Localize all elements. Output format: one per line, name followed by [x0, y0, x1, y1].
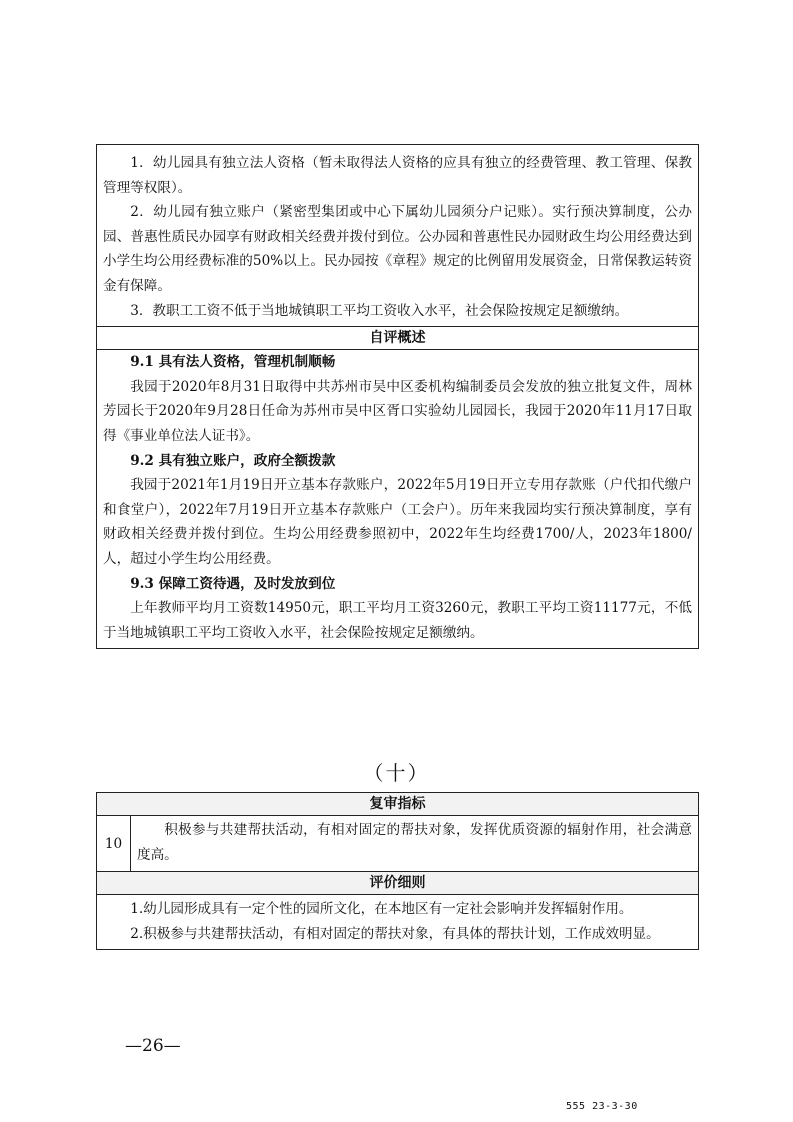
criterion-1: 1．幼儿园具有独立法人资格（暂未取得法人资格的应具有独立的经费管理、教工管理、保教管理等权限）。 [103, 155, 692, 196]
detail-cell [97, 894, 698, 949]
self-eval-cell [97, 349, 698, 648]
detail-1: 1.幼儿园形成具有一定个性的园所文化，在本地区有一定社会影响并发挥辐射作用。 [130, 901, 633, 918]
review-item-text: 积极参与共建帮扶活动，有相对固定的帮扶对象，发挥优质资源的辐射作用，社会满意度高。 [137, 822, 692, 863]
section-9-1-title: 9.1 具有法人资格，管理机制顺畅 [130, 354, 336, 371]
review-table [96, 792, 699, 950]
criteria-table [96, 144, 699, 649]
review-item-row [97, 815, 698, 871]
section-9-2-body: 我园于2021年1月19日开立基本存款账户，2022年5月19日开立专用存款账（户代扣代缴户和食堂户），2022年7月19日开立基本存款账户（工会户）。历年来我园均实行预决算制度，享有财政相关经费并拨付到位。生均公用经费参照初中，2022年生均经费1700/人，2023年1800/人，超过小学生均公用经费。 [103, 477, 692, 567]
page-number: —26— [125, 1036, 181, 1056]
section-9-3-body: 上年教师平均月工资数14950元，职工平均月工资3260元，教职工平均工资11177元，不低于当地城镇职工平均工资收入水平，社会保险按规定足额缴纳。 [103, 600, 692, 641]
self-eval-heading: 自评概述 [97, 326, 698, 349]
criterion-2: 2．幼儿园有独立账户（紧密型集团或中心下属幼儿园须分户记账）。实行预决算制度，公办园、普惠性质民办园享有财政相关经费并拨付到位。公办园和普惠性民办园财政生均公用经费达到小学生均公用经费标准的50%以上。民办园按《章程》规定的比例留用发展资金，日常保教运转资金有保障。 [103, 204, 692, 294]
section-number: （十） [363, 761, 430, 785]
review-heading: 复审指标 [97, 793, 698, 815]
review-item-number: 10 [97, 816, 131, 871]
section-9-3-title: 9.3 保障工资待遇，及时发放到位 [130, 575, 336, 592]
detail-heading: 评价细则 [97, 871, 698, 894]
section-9-1-body: 我园于2020年8月31日取得中共苏州市吴中区委机构编制委员会发放的独立批复文件，周林芳园长于2020年9月28日任命为苏州市吴中区胥口实验幼儿园园长，我园于2020年11月17日取得《事业单位法人证书》。 [103, 378, 692, 444]
print-stamp: 555 23-3-30 [566, 1101, 638, 1112]
criterion-3: 3．教职工工资不低于当地城镇职工平均工资收入水平，社会保险按规定足额缴纳。 [130, 302, 629, 319]
criteria-cell [97, 145, 698, 326]
section-9-2-title: 9.2 具有独立账户，政府全额拨款 [130, 452, 336, 469]
detail-2: 2.积极参与共建帮扶活动，有相对固定的帮扶对象，有具体的帮扶计划，工作成效明显。 [130, 925, 660, 942]
